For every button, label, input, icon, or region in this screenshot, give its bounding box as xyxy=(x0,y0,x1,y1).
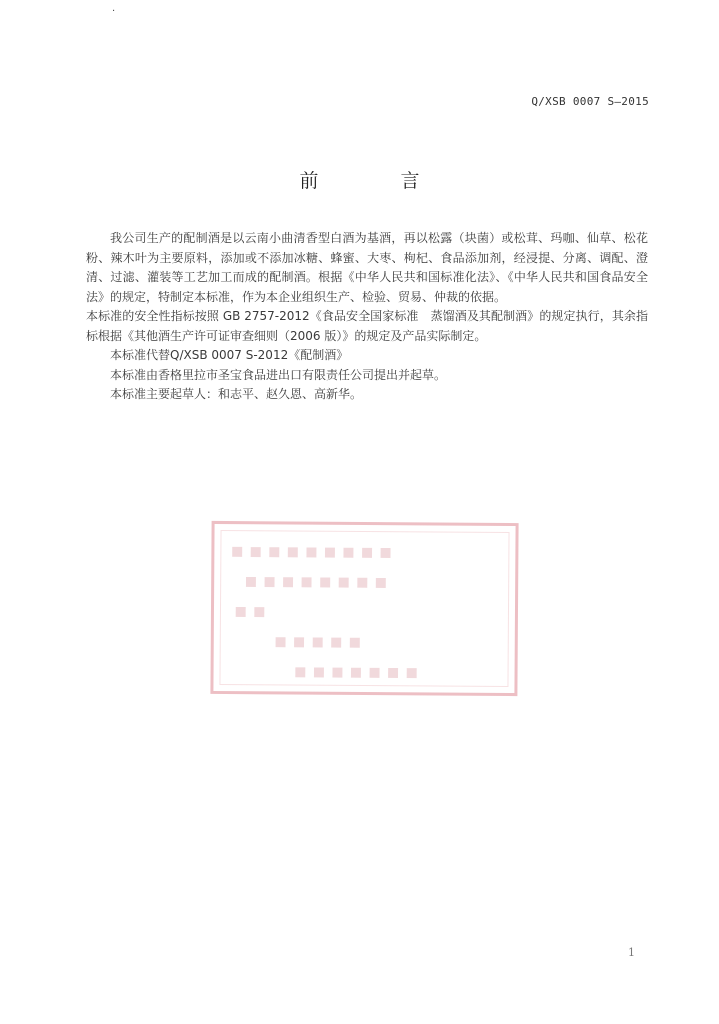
stamp-faded-line: ▪▪▪▪▪▪▪▪ xyxy=(244,568,393,594)
scan-speck: · xyxy=(112,6,116,17)
page-number: 1 xyxy=(628,946,635,959)
stamp-faded-line: ▪▪▪▪▪▪▪▪▪ xyxy=(230,538,398,564)
page-title: 前 言 xyxy=(299,170,458,192)
paragraph-safety-indicators: 本标准的安全性指标按照 GB 2757-2012《食品安全国家标准 蒸馏酒及其配制酒》的规定执行，其余指标根据《其他酒生产许可证审查细则（2006 版）》的规定及产品实际制定。 xyxy=(86,309,648,343)
stamp-faded-line: ▪▪▪▪▪ xyxy=(273,628,367,654)
foreword-body xyxy=(86,229,648,405)
stamp-faded-line: ▪▪▪▪▪▪▪ xyxy=(293,658,424,684)
paragraph-intro: 我公司生产的配制酒是以云南小曲清香型白酒为基酒，再以松露（块菌）或松茸、玛咖、仙草、松花粉、辣木叶为主要原料，添加或不添加冰糖、蜂蜜、大枣、枸杞、食品添加剂，经浸提、分离、调配、澄清、过滤、灌装等工艺加工而成的配制酒。根据《中华人民共和国标准化法》、《中华人民共和国食品安全法》的规定，特制定本标准，作为本企业组织生产、检验、贸易、仲裁的依据。 xyxy=(86,231,648,304)
standard-code: Q/XSB 0007 S—2015 xyxy=(531,95,649,108)
paragraph-replaces: 本标准代替Q/XSB 0007 S-2012《配制酒》 xyxy=(110,348,349,362)
paragraph-drafters: 本标准主要起草人：和志平、赵久恩、高新华。 xyxy=(110,387,363,401)
filing-stamp xyxy=(210,521,518,696)
stamp-faded-line: ▪▪ xyxy=(233,598,272,623)
paragraph-proposer: 本标准由香格里拉市圣宝食品进出口有限责任公司提出并起草。 xyxy=(110,367,447,382)
